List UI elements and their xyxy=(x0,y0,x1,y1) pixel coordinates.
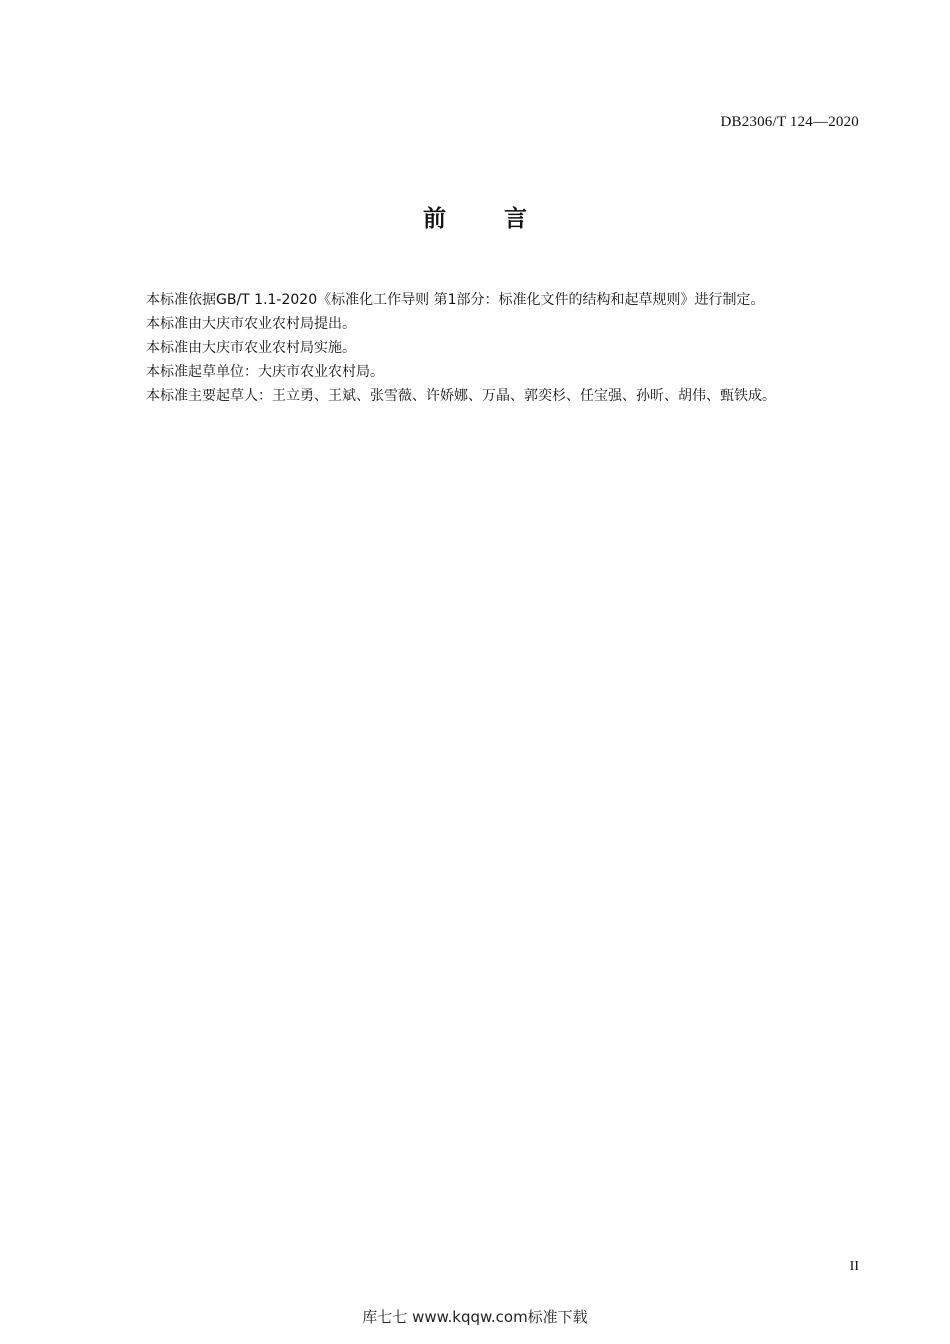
page-title xyxy=(0,200,950,233)
title-char-1: 前 xyxy=(423,206,446,232)
footer-watermark: 库七七 www.kqqw.com标准下载 xyxy=(362,1308,588,1326)
paragraph-proposed-by: 本标准由大庆市农业农村局提出。 xyxy=(146,316,356,332)
title-char-2: 言 xyxy=(504,206,527,232)
page-number: II xyxy=(849,1259,859,1274)
paragraph-drafting-unit: 本标准起草单位：大庆市农业农村局。 xyxy=(146,364,384,380)
paragraph-basis: 本标准依据GB/T 1.1-2020《标准化工作导则 第1部分：标准化文件的结构和起草规则》进行制定。 xyxy=(146,292,765,308)
foreword-body xyxy=(114,288,860,408)
paragraph-implemented-by: 本标准由大庆市农业农村局实施。 xyxy=(146,340,356,356)
paragraph-drafters: 本标准主要起草人：王立勇、王斌、张雪薇、许娇娜、万晶、郭奕杉、任宝强、孙昕、胡伟、甄铁成。 xyxy=(146,388,776,404)
document-code: DB2306/T 124—2020 xyxy=(720,114,859,130)
